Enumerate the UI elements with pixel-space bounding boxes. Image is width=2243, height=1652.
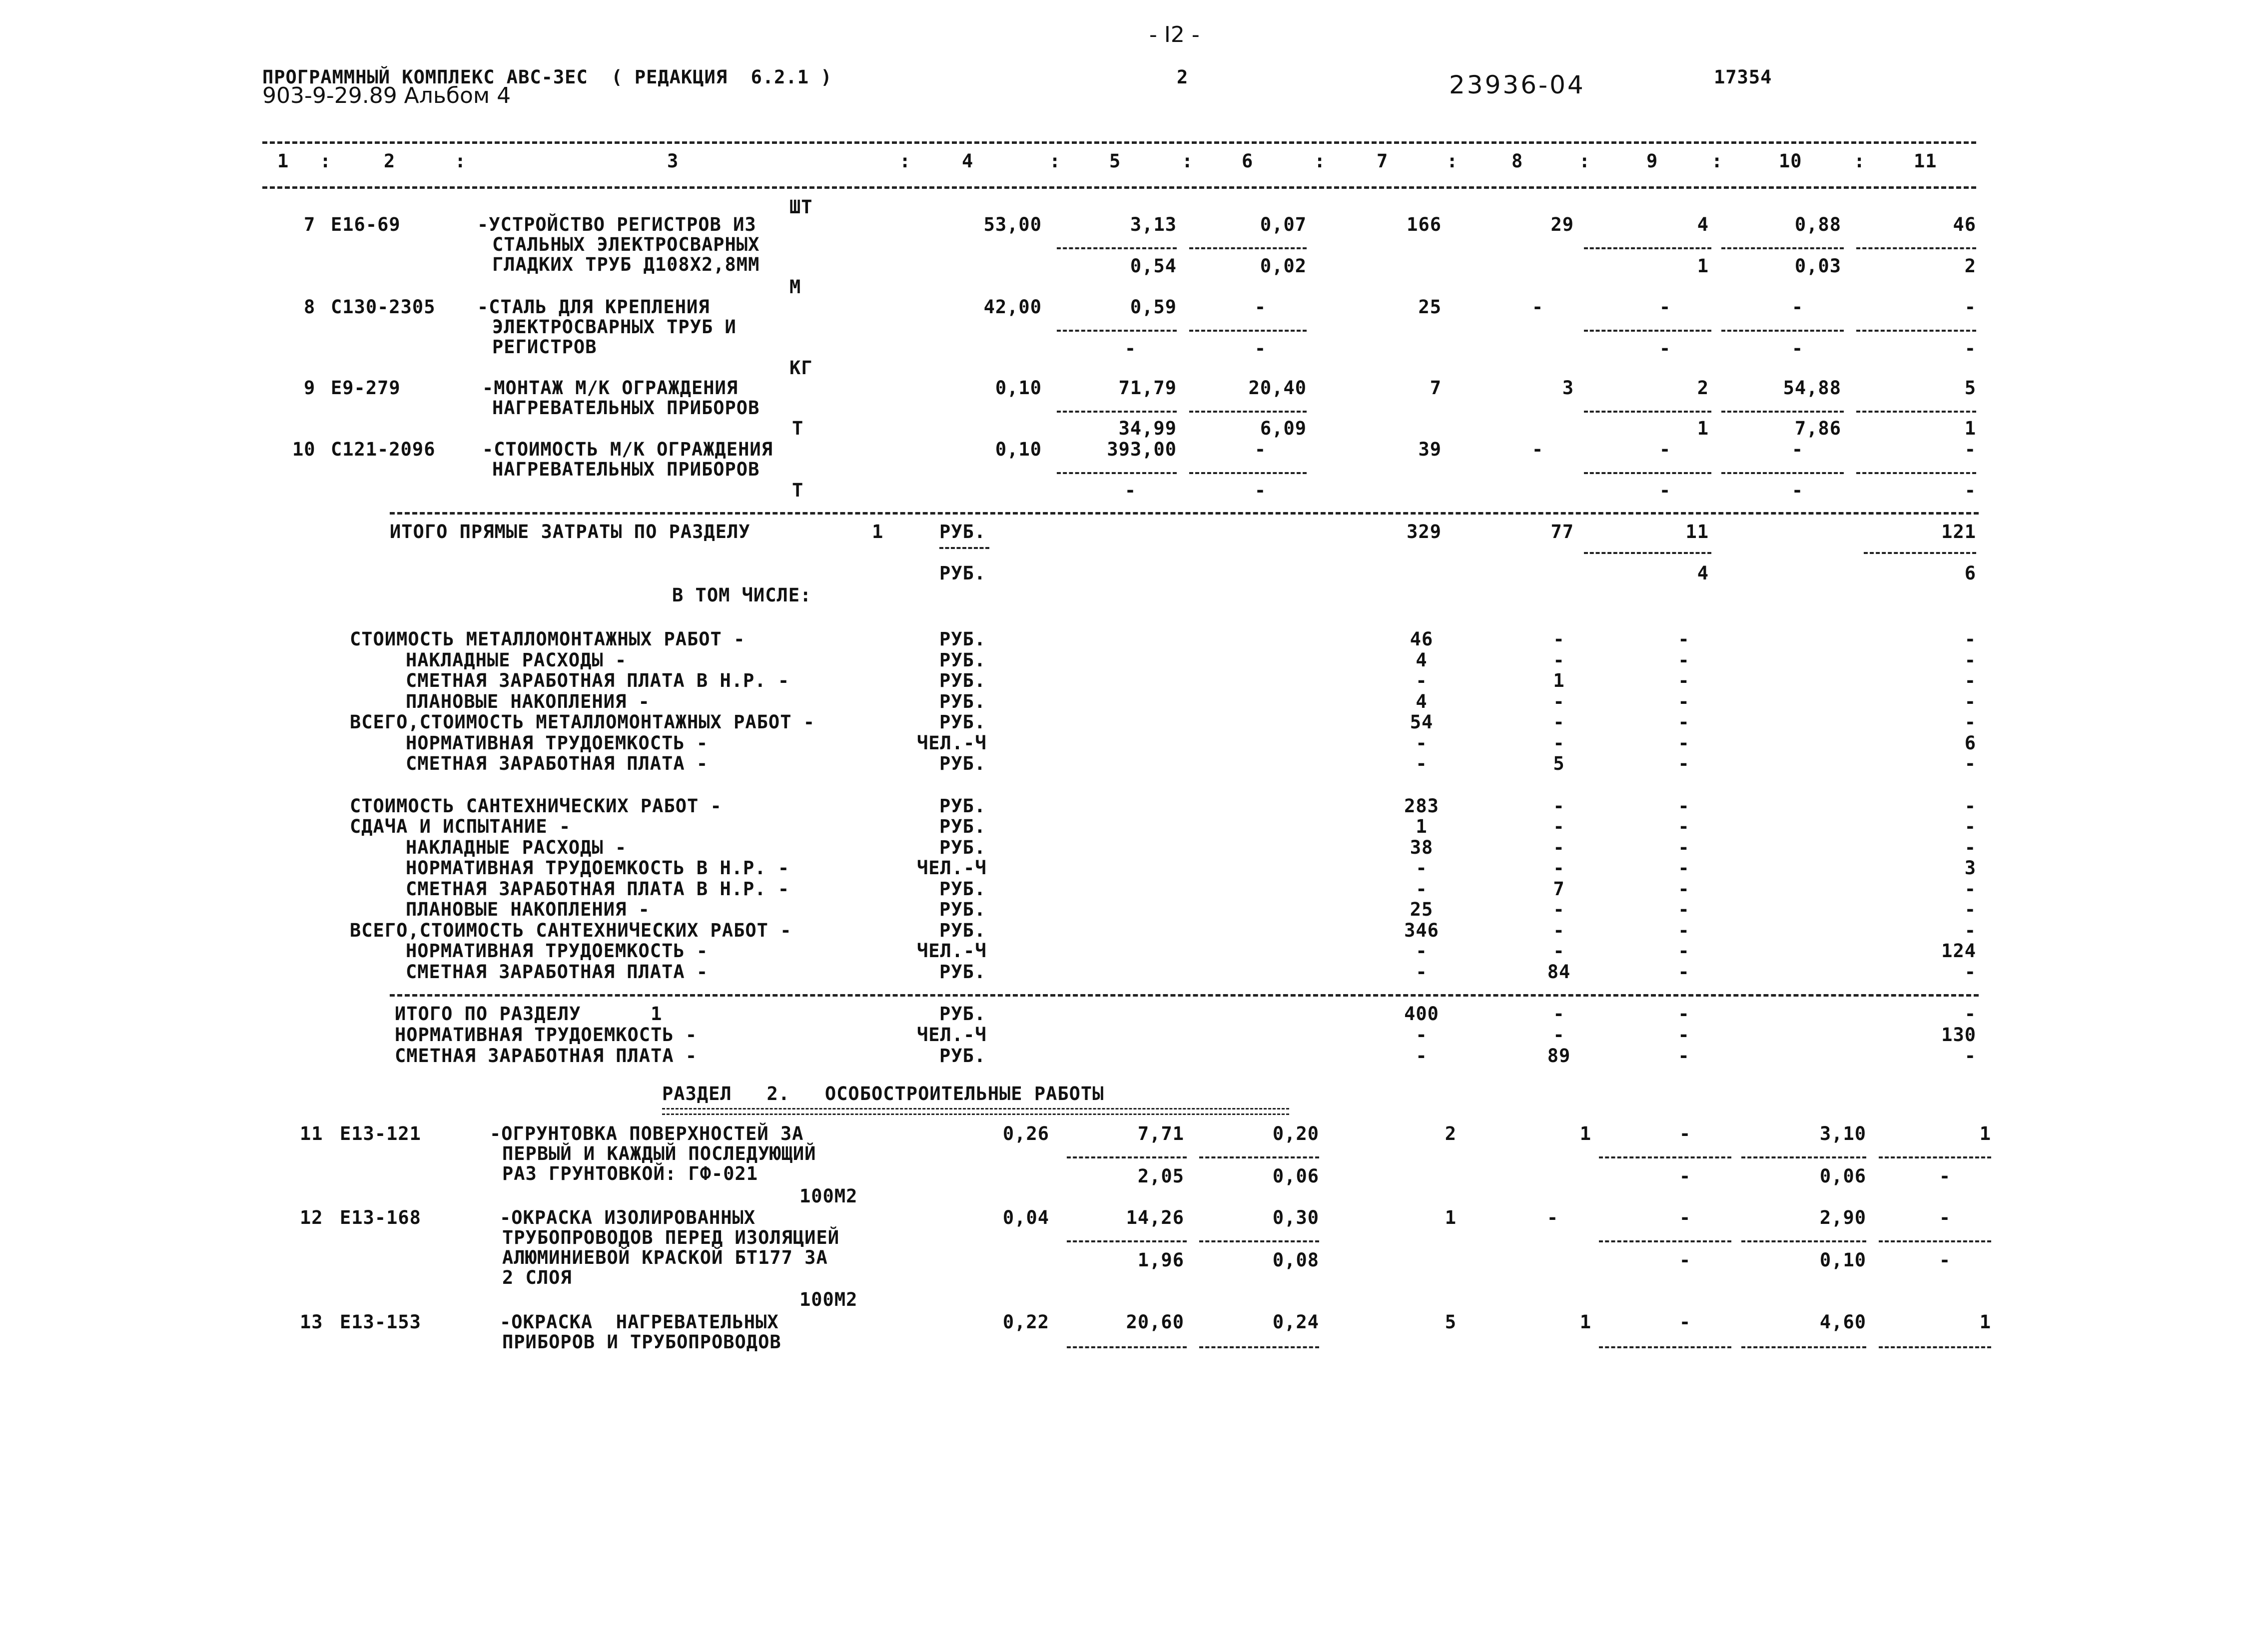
sub-c5: - <box>1124 338 1137 359</box>
item-desc: РАЗ ГРУНТОВКОЙ: ГФ-021 <box>502 1163 758 1184</box>
cell-c6: 0,07 <box>1260 214 1307 235</box>
sub-c9: 1 <box>1697 255 1709 277</box>
section-2-title: РАЗДЕЛ 2. ОСОБОСТРОИТЕЛЬНЫЕ РАБОТЫ <box>662 1083 1104 1104</box>
item-desc: 2 СЛОЯ <box>502 1267 572 1288</box>
row-label: СМЕТНАЯ ЗАРАБОТНАЯ ПЛАТА В Н.Р. - <box>406 878 790 900</box>
row-c11: - <box>1964 837 1976 858</box>
cell-c4: 53,00 <box>983 214 1042 235</box>
total-unit: РУБ. <box>939 1003 986 1025</box>
cell-c11: 46 <box>1953 214 1976 235</box>
row-c7: 38 <box>1410 837 1434 858</box>
sub-c5: 34,99 <box>1118 418 1177 439</box>
unit-label: 100М2 <box>799 1289 858 1310</box>
row-c11: 124 <box>1941 940 1976 962</box>
row-c9: - <box>1678 837 1690 858</box>
col-3: 3 <box>667 150 679 172</box>
row-c9: - <box>1678 732 1690 754</box>
header-bottom-rule <box>262 186 1976 189</box>
cell-c8: 3 <box>1562 377 1574 399</box>
direct-c11: 121 <box>1941 521 1976 543</box>
section-2-underline <box>662 1108 1289 1115</box>
sub-c11: - <box>1964 338 1976 359</box>
cell-c9: - <box>1659 439 1671 460</box>
cell-c9: - <box>1679 1123 1691 1144</box>
item-desc: РЕГИСТРОВ <box>492 336 597 358</box>
item-code: Е13-153 <box>340 1311 421 1333</box>
program-title: ПРОГРАММНЫЙ КОМПЛЕКС АВС-3ЕС ( РЕДАКЦИЯ 6.2.1 ) <box>262 66 832 88</box>
album-title: 903-9-29.89 Альбом 4 <box>262 83 511 108</box>
col-4: 4 <box>962 150 974 172</box>
row-c8: - <box>1553 628 1565 650</box>
totals-rule <box>390 512 1979 515</box>
col-6: 6 <box>1242 150 1254 172</box>
row-c9: - <box>1678 940 1690 962</box>
row-label: ВСЕГО,СТОИМОСТЬ САНТЕХНИЧЕСКИХ РАБОТ - <box>350 920 792 941</box>
row-unit: РУБ. <box>939 837 986 858</box>
col-5: 5 <box>1109 150 1121 172</box>
row-c8: - <box>1553 649 1565 671</box>
sub-c10: 0,03 <box>1794 255 1841 277</box>
cell-c11: 5 <box>1964 377 1976 399</box>
row-c11: - <box>1964 670 1976 691</box>
cell-c9: - <box>1659 296 1671 318</box>
cell-c6: 0,24 <box>1272 1311 1319 1333</box>
row-unit: РУБ. <box>939 920 986 941</box>
row-label: НАКЛАДНЫЕ РАСХОДЫ - <box>406 837 627 858</box>
cell-c5: 7,71 <box>1137 1123 1184 1144</box>
unit-rub: РУБ. <box>939 521 986 543</box>
row-c7: 54 <box>1410 711 1434 733</box>
sub-c11: - <box>1964 480 1976 501</box>
sub-c11: 2 <box>1964 255 1976 277</box>
cell-c11: 1 <box>1979 1311 1991 1333</box>
direct-c8: 77 <box>1550 521 1574 543</box>
cell-c8: 29 <box>1550 214 1574 235</box>
item-code: Е16-69 <box>331 214 401 235</box>
cell-c4: 0,22 <box>1002 1311 1049 1333</box>
sub-c6: - <box>1254 338 1267 359</box>
unit-label: Т <box>792 418 804 439</box>
unit-label: КГ <box>789 357 813 379</box>
sub-c5: 0,54 <box>1130 255 1177 277</box>
row-c7: - <box>1416 753 1428 774</box>
total-label: ИТОГО ПО РАЗДЕЛУ 1 <box>395 1003 663 1025</box>
direct-c7: 329 <box>1407 521 1442 543</box>
sub-c10: - <box>1791 338 1804 359</box>
row-c9: - <box>1678 649 1690 671</box>
cell-c8: - <box>1546 1207 1559 1228</box>
row-c11: - <box>1964 878 1976 900</box>
sub-c6: 0,06 <box>1272 1165 1319 1187</box>
row-unit: РУБ. <box>939 899 986 920</box>
row-unit: ЧЕЛ.-Ч <box>917 940 987 962</box>
item-desc: ПЕРВЫЙ И КАЖДЫЙ ПОСЛЕДУЮЩИЙ <box>502 1143 816 1164</box>
total-label: НОРМАТИВНАЯ ТРУДОЕМКОСТЬ - <box>395 1024 698 1046</box>
row-c11: 3 <box>1964 857 1976 879</box>
cell-c7: 25 <box>1418 296 1442 318</box>
row-c7: 283 <box>1404 795 1439 817</box>
row-c7: - <box>1416 961 1428 983</box>
sub-c10: 0,06 <box>1819 1165 1866 1187</box>
sub-c6: - <box>1254 480 1267 501</box>
sub-c9: 1 <box>1697 418 1709 439</box>
item-number: 9 <box>304 377 316 399</box>
sub-c5: 1,96 <box>1137 1249 1184 1271</box>
cell-c10: 0,88 <box>1794 214 1841 235</box>
total-unit: РУБ. <box>939 1045 986 1067</box>
sub-c6: 0,02 <box>1260 255 1307 277</box>
col-11: 11 <box>1914 150 1937 172</box>
col-2: 2 <box>384 150 396 172</box>
row-c11: - <box>1964 795 1976 817</box>
unit-rub: РУБ. <box>939 562 986 584</box>
row-c9: - <box>1678 691 1690 712</box>
row-c7: - <box>1416 878 1428 900</box>
unit-label: 100М2 <box>799 1185 858 1207</box>
row-unit: РУБ. <box>939 691 986 712</box>
item-desc: -ОКРАСКА ИЗОЛИРОВАННЫХ <box>500 1207 756 1228</box>
cell-c10: - <box>1791 439 1804 460</box>
cell-c10: 3,10 <box>1819 1123 1866 1144</box>
item-number: 8 <box>304 296 316 318</box>
row-c11: - <box>1964 920 1976 941</box>
cell-c10: 2,90 <box>1819 1207 1866 1228</box>
row-c8: - <box>1553 940 1565 962</box>
cell-c5: 0,59 <box>1130 296 1177 318</box>
row-c8: 5 <box>1553 753 1565 774</box>
item-code: С130-2305 <box>331 296 436 318</box>
row-label: СДАЧА И ИСПЫТАНИЕ - <box>350 816 571 837</box>
row-c8: 7 <box>1553 878 1565 900</box>
cell-c6: 0,20 <box>1272 1123 1319 1144</box>
cell-c8: - <box>1531 296 1544 318</box>
row-c8: - <box>1553 732 1565 754</box>
cell-c7: 166 <box>1407 214 1442 235</box>
cell-c4: 0,26 <box>1002 1123 1049 1144</box>
item-desc: ТРУБОПРОВОДОВ ПЕРЕД ИЗОЛЯЦИЕЙ <box>502 1227 840 1248</box>
section-total-rule <box>390 994 1979 997</box>
row-c8: - <box>1553 899 1565 920</box>
cell-c6: 20,40 <box>1248 377 1307 399</box>
cell-c5: 71,79 <box>1118 377 1177 399</box>
row-c7: 346 <box>1404 920 1439 941</box>
row-c8: - <box>1553 920 1565 941</box>
total-c11: - <box>1964 1045 1976 1067</box>
total-c7: - <box>1416 1045 1428 1067</box>
total-c7: - <box>1416 1024 1428 1046</box>
row-c9: - <box>1678 816 1690 837</box>
column-header-row: 1 : 2 : 3 : 4 : 5 : 6 : 7 : 8 : 9 : 10 : 11 <box>277 150 1937 172</box>
cell-c11: - <box>1964 439 1976 460</box>
code-17354: 17354 <box>1714 66 1772 88</box>
sub-c9: - <box>1659 338 1671 359</box>
cell-c9: 4 <box>1697 214 1709 235</box>
direct-c9: 11 <box>1685 521 1709 543</box>
item-code: Е13-121 <box>340 1123 421 1144</box>
cell-c8: 1 <box>1579 1123 1591 1144</box>
sub-c9: 4 <box>1697 562 1709 584</box>
item-number: 11 <box>300 1123 323 1144</box>
item-number: 12 <box>300 1207 323 1228</box>
row-c9: - <box>1678 899 1690 920</box>
unit-label: Т <box>792 480 804 501</box>
row-label: СМЕТНАЯ ЗАРАБОТНАЯ ПЛАТА - <box>406 961 709 983</box>
row-c11: - <box>1964 649 1976 671</box>
cell-c11: 1 <box>1979 1123 1991 1144</box>
cell-c6: 0,30 <box>1272 1207 1319 1228</box>
row-c11: - <box>1964 816 1976 837</box>
unit-label: ШТ <box>789 196 813 218</box>
sub-c10: - <box>1791 480 1804 501</box>
total-c11: 130 <box>1941 1024 1976 1046</box>
cell-c10: - <box>1791 296 1804 318</box>
total-c11: - <box>1964 1003 1976 1025</box>
sub-c6: 6,09 <box>1260 418 1307 439</box>
item-desc: -ОГРУНТОВКА ПОВЕРХНОСТЕЙ ЗА <box>490 1123 804 1144</box>
row-c8: 1 <box>1553 670 1565 691</box>
row-unit: РУБ. <box>939 816 986 837</box>
sub-c9: - <box>1679 1165 1691 1187</box>
row-c9: - <box>1678 878 1690 900</box>
item-desc: АЛЮМИНИЕВОЙ КРАСКОЙ БТ177 ЗА <box>502 1247 828 1268</box>
row-c7: 4 <box>1416 649 1428 671</box>
row-c8: - <box>1553 711 1565 733</box>
row-unit: ЧЕЛ.-Ч <box>917 857 987 879</box>
row-c9: - <box>1678 711 1690 733</box>
item-number: 13 <box>300 1311 323 1333</box>
row-c11: - <box>1964 691 1976 712</box>
total-c8: - <box>1553 1003 1565 1025</box>
row-c9: - <box>1678 920 1690 941</box>
sub-c6: 0,08 <box>1272 1249 1319 1271</box>
cell-c8: - <box>1531 439 1544 460</box>
cell-c4: 42,00 <box>983 296 1042 318</box>
sub-c5: 2,05 <box>1137 1165 1184 1187</box>
row-c7: 4 <box>1416 691 1428 712</box>
row-c7: - <box>1416 732 1428 754</box>
row-c7: 46 <box>1410 628 1434 650</box>
row-label: ПЛАНОВЫЕ НАКОПЛЕНИЯ - <box>406 691 650 712</box>
cell-c7: 7 <box>1430 377 1442 399</box>
col-10: 10 <box>1779 150 1802 172</box>
cell-c4: 0,10 <box>995 439 1042 460</box>
row-c11: - <box>1964 753 1976 774</box>
item-desc: НАГРЕВАТЕЛЬНЫХ ПРИБОРОВ <box>492 459 760 480</box>
item-desc: -МОНТАЖ М/К ОГРАЖДЕНИЯ <box>482 377 739 399</box>
item-code: Е9-279 <box>331 377 401 399</box>
row-c9: - <box>1678 753 1690 774</box>
row-unit: РУБ. <box>939 878 986 900</box>
sheet-number: 2 <box>1177 66 1189 88</box>
sub-c5: - <box>1124 480 1137 501</box>
row-label: ПЛАНОВЫЕ НАКОПЛЕНИЯ - <box>406 899 650 920</box>
cell-c7: 1 <box>1445 1207 1457 1228</box>
row-label: НАКЛАДНЫЕ РАСХОДЫ - <box>406 649 627 671</box>
cell-c9: 2 <box>1697 377 1709 399</box>
row-label: НОРМАТИВНАЯ ТРУДОЕМКОСТЬ В Н.Р. - <box>406 857 790 879</box>
item-desc: -ОКРАСКА НАГРЕВАТЕЛЬНЫХ <box>500 1311 779 1333</box>
col-8: 8 <box>1511 150 1523 172</box>
cell-c6: - <box>1254 439 1267 460</box>
row-c7: 25 <box>1410 899 1434 920</box>
cell-c7: 39 <box>1418 439 1442 460</box>
row-label: СТОИМОСТЬ МЕТАЛЛОМОНТАЖНЫХ РАБОТ - <box>350 628 746 650</box>
direct-costs-label: ИТОГО ПРЯМЫЕ ЗАТРАТЫ ПО РАЗДЕЛУ <box>390 521 750 543</box>
cell-c10: 54,88 <box>1783 377 1841 399</box>
item-number: 10 <box>292 439 316 460</box>
cell-c5: 14,26 <box>1126 1207 1184 1228</box>
row-unit: РУБ. <box>939 961 986 983</box>
item-code: С121-2096 <box>331 439 436 460</box>
row-label: НОРМАТИВНАЯ ТРУДОЕМКОСТЬ - <box>406 940 709 962</box>
row-unit: РУБ. <box>939 795 986 817</box>
sub-c10: 0,10 <box>1819 1249 1866 1271</box>
cell-c7: 5 <box>1445 1311 1457 1333</box>
row-unit: РУБ. <box>939 670 986 691</box>
sub-c9: - <box>1659 480 1671 501</box>
page-number: - I2 - <box>1149 22 1200 47</box>
cell-c7: 2 <box>1445 1123 1457 1144</box>
col-1: 1 <box>277 150 289 172</box>
row-c8: - <box>1553 816 1565 837</box>
row-c9: - <box>1678 628 1690 650</box>
total-c9: - <box>1678 1045 1690 1067</box>
cell-c11: - <box>1939 1207 1951 1228</box>
handwritten-doc-code: 23936-04 <box>1449 70 1585 99</box>
row-c7: - <box>1416 670 1428 691</box>
row-c8: - <box>1553 837 1565 858</box>
row-c7: - <box>1416 940 1428 962</box>
item-desc: ЭЛЕКТРОСВАРНЫХ ТРУБ И <box>492 316 737 338</box>
row-unit: РУБ. <box>939 628 986 650</box>
cell-c5: 393,00 <box>1107 439 1177 460</box>
row-label: НОРМАТИВНАЯ ТРУДОЕМКОСТЬ - <box>406 732 709 754</box>
total-c7: 400 <box>1404 1003 1439 1025</box>
total-label: СМЕТНАЯ ЗАРАБОТНАЯ ПЛАТА - <box>395 1045 698 1067</box>
row-c9: - <box>1678 961 1690 983</box>
total-c8: 89 <box>1547 1045 1571 1067</box>
row-c11: - <box>1964 899 1976 920</box>
including-label: В ТОМ ЧИСЛЕ: <box>672 584 812 606</box>
row-c8: - <box>1553 691 1565 712</box>
direct-costs-section: 1 <box>872 521 884 543</box>
item-desc: СТАЛЬНЫХ ЭЛЕКТРОСВАРНЫХ <box>492 234 760 255</box>
item-desc: ГЛАДКИХ ТРУБ Д108Х2,8ММ <box>492 254 760 275</box>
row-c8: - <box>1553 857 1565 879</box>
row-unit: РУБ. <box>939 711 986 733</box>
sub-c11: - <box>1939 1165 1951 1187</box>
cell-c9: - <box>1679 1207 1691 1228</box>
item-desc: -СТОИМОСТЬ М/К ОГРАЖДЕНИЯ <box>482 439 773 460</box>
row-unit: РУБ. <box>939 753 986 774</box>
row-label: СТОИМОСТЬ САНТЕХНИЧЕСКИХ РАБОТ - <box>350 795 722 817</box>
total-c9: - <box>1678 1003 1690 1025</box>
cell-c5: 20,60 <box>1126 1311 1184 1333</box>
cell-c8: 1 <box>1579 1311 1591 1333</box>
sub-c11: 1 <box>1964 418 1976 439</box>
row-c9: - <box>1678 857 1690 879</box>
item-number: 7 <box>304 214 316 235</box>
row-label: СМЕТНАЯ ЗАРАБОТНАЯ ПЛАТА - <box>406 753 709 774</box>
row-label: СМЕТНАЯ ЗАРАБОТНАЯ ПЛАТА В Н.Р. - <box>406 670 790 691</box>
cell-c9: - <box>1679 1311 1691 1333</box>
col-7: 7 <box>1377 150 1389 172</box>
row-c9: - <box>1678 670 1690 691</box>
col-9: 9 <box>1646 150 1658 172</box>
sub-c9: - <box>1679 1249 1691 1271</box>
total-c9: - <box>1678 1024 1690 1046</box>
table-top-rule <box>262 141 1976 144</box>
sub-c11: 6 <box>1964 562 1976 584</box>
row-c11: - <box>1964 711 1976 733</box>
row-unit: ЧЕЛ.-Ч <box>917 732 987 754</box>
cell-c6: - <box>1254 296 1267 318</box>
row-unit: РУБ. <box>939 649 986 671</box>
cell-c4: 0,10 <box>995 377 1042 399</box>
total-c8: - <box>1553 1024 1565 1046</box>
unit-label: М <box>789 276 801 298</box>
row-c7: 1 <box>1416 816 1428 837</box>
row-c8: - <box>1553 795 1565 817</box>
total-unit: ЧЕЛ.-Ч <box>917 1024 987 1046</box>
row-c11: - <box>1964 628 1976 650</box>
item-desc: -СТАЛЬ ДЛЯ КРЕПЛЕНИЯ <box>477 296 710 318</box>
cell-c4: 0,04 <box>1002 1207 1049 1228</box>
item-desc: ПРИБОРОВ И ТРУБОПРОВОДОВ <box>502 1331 781 1353</box>
item-desc: НАГРЕВАТЕЛЬНЫХ ПРИБОРОВ <box>492 397 760 419</box>
item-desc: -УСТРОЙСТВО РЕГИСТРОВ ИЗ <box>477 214 756 235</box>
sub-c11: - <box>1939 1249 1951 1271</box>
cell-c11: - <box>1964 296 1976 318</box>
row-c11: 6 <box>1964 732 1976 754</box>
row-c11: - <box>1964 961 1976 983</box>
cell-c5: 3,13 <box>1130 214 1177 235</box>
row-c8: 84 <box>1547 961 1571 983</box>
sub-c10: 7,86 <box>1794 418 1841 439</box>
cell-c10: 4,60 <box>1819 1311 1866 1333</box>
row-c7: - <box>1416 857 1428 879</box>
item-code: Е13-168 <box>340 1207 421 1228</box>
row-c9: - <box>1678 795 1690 817</box>
row-label: ВСЕГО,СТОИМОСТЬ МЕТАЛЛОМОНТАЖНЫХ РАБОТ - <box>350 711 815 733</box>
